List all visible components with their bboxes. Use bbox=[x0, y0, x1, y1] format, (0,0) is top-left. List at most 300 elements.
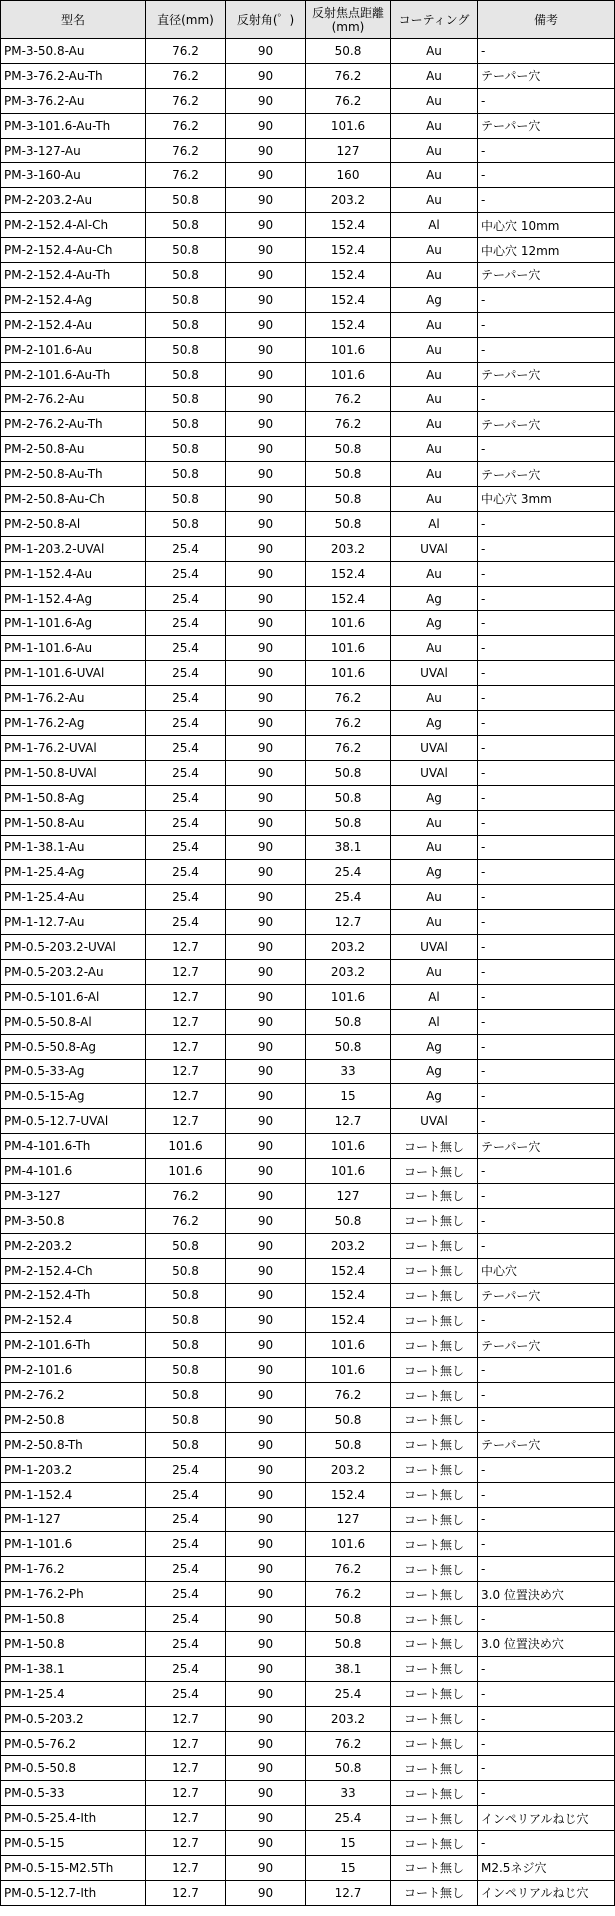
model-cell: PM-0.5-50.8-Ag bbox=[1, 1034, 146, 1059]
coating-cell: Ag bbox=[391, 1084, 478, 1109]
table-row bbox=[1, 1457, 615, 1482]
focal-length-cell: 50.8 bbox=[306, 1034, 391, 1059]
diameter-cell: 25.4 bbox=[146, 711, 226, 736]
coating-cell: UVAl bbox=[391, 735, 478, 760]
note-cell: インペリアルねじ穴 bbox=[478, 1806, 615, 1831]
note-cell: - bbox=[478, 1532, 615, 1557]
model-cell: PM-2-50.8-Th bbox=[1, 1432, 146, 1457]
note-cell: - bbox=[478, 1482, 615, 1507]
table-row bbox=[1, 337, 615, 362]
table-row bbox=[1, 661, 615, 686]
model-cell: PM-3-50.8-Au bbox=[1, 39, 146, 64]
focal-length-cell: 203.2 bbox=[306, 536, 391, 561]
note-cell: - bbox=[478, 1159, 615, 1184]
note-cell: - bbox=[478, 1084, 615, 1109]
focal-length-cell: 203.2 bbox=[306, 1233, 391, 1258]
angle-cell: 90 bbox=[226, 188, 306, 213]
focal-length-cell: 152.4 bbox=[306, 312, 391, 337]
coating-cell: Ag bbox=[391, 860, 478, 885]
angle-cell: 90 bbox=[226, 810, 306, 835]
model-cell: PM-2-50.8-Au-Th bbox=[1, 462, 146, 487]
angle-cell: 90 bbox=[226, 959, 306, 984]
coating-cell: UVAl bbox=[391, 661, 478, 686]
coating-cell: Au bbox=[391, 462, 478, 487]
diameter-cell: 25.4 bbox=[146, 735, 226, 760]
coating-cell: コート無し bbox=[391, 1632, 478, 1657]
model-cell: PM-4-101.6-Th bbox=[1, 1134, 146, 1159]
model-cell: PM-2-152.4-Au-Th bbox=[1, 263, 146, 288]
model-cell: PM-2-101.6-Th bbox=[1, 1333, 146, 1358]
model-cell: PM-1-50.8-Au bbox=[1, 810, 146, 835]
note-cell: - bbox=[478, 686, 615, 711]
angle-cell: 90 bbox=[226, 1183, 306, 1208]
note-cell: - bbox=[478, 1059, 615, 1084]
focal-length-cell: 152.4 bbox=[306, 263, 391, 288]
coating-cell: コート無し bbox=[391, 1806, 478, 1831]
diameter-cell: 25.4 bbox=[146, 835, 226, 860]
model-cell: PM-1-152.4-Ag bbox=[1, 586, 146, 611]
diameter-cell: 25.4 bbox=[146, 536, 226, 561]
angle-cell: 90 bbox=[226, 711, 306, 736]
model-cell: PM-2-152.4-Th bbox=[1, 1283, 146, 1308]
model-cell: PM-1-152.4 bbox=[1, 1482, 146, 1507]
focal-length-cell: 15 bbox=[306, 1084, 391, 1109]
coating-cell: コート無し bbox=[391, 1856, 478, 1881]
model-cell: PM-0.5-203.2-Au bbox=[1, 959, 146, 984]
model-cell: PM-0.5-15 bbox=[1, 1831, 146, 1856]
focal-length-cell: 50.8 bbox=[306, 760, 391, 785]
header-row bbox=[1, 1, 615, 39]
angle-cell: 90 bbox=[226, 661, 306, 686]
angle-cell: 90 bbox=[226, 611, 306, 636]
focal-length-cell: 203.2 bbox=[306, 1457, 391, 1482]
angle-cell: 90 bbox=[226, 1582, 306, 1607]
model-cell: PM-0.5-50.8 bbox=[1, 1756, 146, 1781]
note-cell: - bbox=[478, 312, 615, 337]
note-cell: - bbox=[478, 711, 615, 736]
note-cell: - bbox=[478, 860, 615, 885]
diameter-cell: 25.4 bbox=[146, 910, 226, 935]
diameter-cell: 50.8 bbox=[146, 1432, 226, 1457]
angle-cell: 90 bbox=[226, 39, 306, 64]
table-row bbox=[1, 1258, 615, 1283]
table-row bbox=[1, 88, 615, 113]
focal-length-cell: 12.7 bbox=[306, 1109, 391, 1134]
note-cell: テーパー穴 bbox=[478, 1333, 615, 1358]
focal-length-cell: 50.8 bbox=[306, 1607, 391, 1632]
diameter-cell: 25.4 bbox=[146, 686, 226, 711]
note-cell: テーパー穴 bbox=[478, 1134, 615, 1159]
focal-length-cell: 50.8 bbox=[306, 39, 391, 64]
model-cell: PM-4-101.6 bbox=[1, 1159, 146, 1184]
model-cell: PM-0.5-203.2-UVAl bbox=[1, 935, 146, 960]
model-cell: PM-2-50.8-Au bbox=[1, 437, 146, 462]
coating-cell: Au bbox=[391, 113, 478, 138]
coating-cell: Ag bbox=[391, 1034, 478, 1059]
diameter-cell: 76.2 bbox=[146, 1183, 226, 1208]
angle-cell: 90 bbox=[226, 860, 306, 885]
focal-length-cell: 50.8 bbox=[306, 810, 391, 835]
diameter-cell: 25.4 bbox=[146, 1457, 226, 1482]
note-cell: - bbox=[478, 910, 615, 935]
model-cell: PM-1-38.1 bbox=[1, 1656, 146, 1681]
header-diameter: 直径(mm) bbox=[146, 1, 226, 39]
coating-cell: Au bbox=[391, 810, 478, 835]
table-row bbox=[1, 1482, 615, 1507]
focal-length-cell: 101.6 bbox=[306, 661, 391, 686]
note-cell: - bbox=[478, 1009, 615, 1034]
model-cell: PM-2-152.4-Ag bbox=[1, 287, 146, 312]
table-row bbox=[1, 1656, 615, 1681]
focal-length-cell: 101.6 bbox=[306, 1358, 391, 1383]
focal-length-cell: 160 bbox=[306, 163, 391, 188]
coating-cell: コート無し bbox=[391, 1333, 478, 1358]
model-cell: PM-1-76.2-UVAl bbox=[1, 735, 146, 760]
coating-cell: Au bbox=[391, 487, 478, 512]
model-cell: PM-1-25.4 bbox=[1, 1681, 146, 1706]
diameter-cell: 50.8 bbox=[146, 238, 226, 263]
diameter-cell: 76.2 bbox=[146, 113, 226, 138]
diameter-cell: 25.4 bbox=[146, 1607, 226, 1632]
angle-cell: 90 bbox=[226, 1806, 306, 1831]
focal-length-cell: 15 bbox=[306, 1856, 391, 1881]
coating-cell: コート無し bbox=[391, 1457, 478, 1482]
table-row bbox=[1, 362, 615, 387]
coating-cell: Ag bbox=[391, 1059, 478, 1084]
diameter-cell: 12.7 bbox=[146, 1034, 226, 1059]
focal-length-cell: 50.8 bbox=[306, 511, 391, 536]
angle-cell: 90 bbox=[226, 1283, 306, 1308]
angle-cell: 90 bbox=[226, 1009, 306, 1034]
table-row bbox=[1, 1706, 615, 1731]
diameter-cell: 50.8 bbox=[146, 362, 226, 387]
coating-cell: Au bbox=[391, 312, 478, 337]
diameter-cell: 50.8 bbox=[146, 1233, 226, 1258]
diameter-cell: 50.8 bbox=[146, 437, 226, 462]
coating-cell: Au bbox=[391, 835, 478, 860]
note-cell: - bbox=[478, 1756, 615, 1781]
model-cell: PM-0.5-12.7-UVAl bbox=[1, 1109, 146, 1134]
note-cell: - bbox=[478, 88, 615, 113]
note-cell: - bbox=[478, 561, 615, 586]
table-row bbox=[1, 1183, 615, 1208]
coating-cell: UVAl bbox=[391, 1109, 478, 1134]
note-cell: テーパー穴 bbox=[478, 462, 615, 487]
angle-cell: 90 bbox=[226, 1134, 306, 1159]
angle-cell: 90 bbox=[226, 1333, 306, 1358]
angle-cell: 90 bbox=[226, 63, 306, 88]
angle-cell: 90 bbox=[226, 1308, 306, 1333]
note-cell: - bbox=[478, 1781, 615, 1806]
table-row bbox=[1, 39, 615, 64]
note-cell: テーパー穴 bbox=[478, 113, 615, 138]
model-cell: PM-1-25.4-Ag bbox=[1, 860, 146, 885]
note-cell: - bbox=[478, 611, 615, 636]
table-row bbox=[1, 113, 615, 138]
diameter-cell: 50.8 bbox=[146, 1283, 226, 1308]
note-cell: テーパー穴 bbox=[478, 63, 615, 88]
header-coating: コーティング bbox=[391, 1, 478, 39]
table-row bbox=[1, 163, 615, 188]
note-cell: - bbox=[478, 636, 615, 661]
diameter-cell: 25.4 bbox=[146, 1632, 226, 1657]
note-cell: - bbox=[478, 287, 615, 312]
angle-cell: 90 bbox=[226, 1632, 306, 1657]
angle-cell: 90 bbox=[226, 1656, 306, 1681]
note-cell: - bbox=[478, 1208, 615, 1233]
angle-cell: 90 bbox=[226, 1034, 306, 1059]
focal-length-cell: 50.8 bbox=[306, 785, 391, 810]
table-row bbox=[1, 735, 615, 760]
diameter-cell: 50.8 bbox=[146, 213, 226, 238]
note-cell: - bbox=[478, 959, 615, 984]
note-cell: - bbox=[478, 1457, 615, 1482]
diameter-cell: 12.7 bbox=[146, 1806, 226, 1831]
diameter-cell: 12.7 bbox=[146, 1059, 226, 1084]
diameter-cell: 50.8 bbox=[146, 188, 226, 213]
table-row bbox=[1, 611, 615, 636]
note-cell: - bbox=[478, 885, 615, 910]
diameter-cell: 25.4 bbox=[146, 860, 226, 885]
diameter-cell: 12.7 bbox=[146, 1856, 226, 1881]
table-row bbox=[1, 1159, 615, 1184]
diameter-cell: 50.8 bbox=[146, 511, 226, 536]
model-cell: PM-3-50.8 bbox=[1, 1208, 146, 1233]
coating-cell: Au bbox=[391, 263, 478, 288]
table-row bbox=[1, 1582, 615, 1607]
note-cell: - bbox=[478, 1656, 615, 1681]
angle-cell: 90 bbox=[226, 760, 306, 785]
angle-cell: 90 bbox=[226, 312, 306, 337]
model-cell: PM-1-76.2 bbox=[1, 1557, 146, 1582]
coating-cell: Au bbox=[391, 63, 478, 88]
model-cell: PM-0.5-12.7-Ith bbox=[1, 1880, 146, 1905]
angle-cell: 90 bbox=[226, 337, 306, 362]
note-cell: - bbox=[478, 1233, 615, 1258]
diameter-cell: 25.4 bbox=[146, 885, 226, 910]
note-cell: テーパー穴 bbox=[478, 1283, 615, 1308]
model-cell: PM-3-76.2-Au bbox=[1, 88, 146, 113]
coating-cell: Au bbox=[391, 387, 478, 412]
coating-cell: Au bbox=[391, 39, 478, 64]
coating-cell: Au bbox=[391, 437, 478, 462]
angle-cell: 90 bbox=[226, 1109, 306, 1134]
model-cell: PM-1-76.2-Ph bbox=[1, 1582, 146, 1607]
table-row bbox=[1, 686, 615, 711]
focal-length-cell: 50.8 bbox=[306, 1632, 391, 1657]
coating-cell: Al bbox=[391, 511, 478, 536]
table-row bbox=[1, 711, 615, 736]
note-cell: - bbox=[478, 536, 615, 561]
diameter-cell: 25.4 bbox=[146, 561, 226, 586]
model-cell: PM-0.5-15-Ag bbox=[1, 1084, 146, 1109]
diameter-cell: 50.8 bbox=[146, 1407, 226, 1432]
focal-length-cell: 33 bbox=[306, 1781, 391, 1806]
focal-length-cell: 101.6 bbox=[306, 984, 391, 1009]
model-cell: PM-0.5-15-M2.5Th bbox=[1, 1856, 146, 1881]
table-row bbox=[1, 1383, 615, 1408]
focal-length-cell: 76.2 bbox=[306, 88, 391, 113]
coating-cell: コート無し bbox=[391, 1507, 478, 1532]
note-cell: - bbox=[478, 1034, 615, 1059]
focal-length-cell: 101.6 bbox=[306, 337, 391, 362]
coating-cell: コート無し bbox=[391, 1681, 478, 1706]
diameter-cell: 12.7 bbox=[146, 959, 226, 984]
diameter-cell: 50.8 bbox=[146, 462, 226, 487]
diameter-cell: 50.8 bbox=[146, 1308, 226, 1333]
diameter-cell: 101.6 bbox=[146, 1134, 226, 1159]
model-cell: PM-3-76.2-Au-Th bbox=[1, 63, 146, 88]
model-cell: PM-1-25.4-Au bbox=[1, 885, 146, 910]
model-cell: PM-1-101.6-UVAl bbox=[1, 661, 146, 686]
model-cell: PM-2-203.2-Au bbox=[1, 188, 146, 213]
note-cell: - bbox=[478, 1557, 615, 1582]
diameter-cell: 50.8 bbox=[146, 287, 226, 312]
table-row bbox=[1, 586, 615, 611]
model-cell: PM-2-76.2 bbox=[1, 1383, 146, 1408]
model-cell: PM-1-203.2-UVAl bbox=[1, 536, 146, 561]
model-cell: PM-0.5-203.2 bbox=[1, 1706, 146, 1731]
focal-length-cell: 50.8 bbox=[306, 1756, 391, 1781]
angle-cell: 90 bbox=[226, 984, 306, 1009]
note-cell: - bbox=[478, 1358, 615, 1383]
coating-cell: Au bbox=[391, 138, 478, 163]
note-cell: - bbox=[478, 337, 615, 362]
note-cell: 中心穴 10mm bbox=[478, 213, 615, 238]
focal-length-cell: 15 bbox=[306, 1831, 391, 1856]
angle-cell: 90 bbox=[226, 586, 306, 611]
table-row bbox=[1, 1856, 615, 1881]
model-cell: PM-1-50.8 bbox=[1, 1607, 146, 1632]
coating-cell: Au bbox=[391, 561, 478, 586]
model-cell: PM-1-12.7-Au bbox=[1, 910, 146, 935]
table-row bbox=[1, 1233, 615, 1258]
diameter-cell: 50.8 bbox=[146, 1358, 226, 1383]
focal-length-cell: 38.1 bbox=[306, 835, 391, 860]
table-row bbox=[1, 1283, 615, 1308]
focal-length-cell: 127 bbox=[306, 138, 391, 163]
note-cell: - bbox=[478, 1681, 615, 1706]
angle-cell: 90 bbox=[226, 1482, 306, 1507]
focal-length-cell: 152.4 bbox=[306, 287, 391, 312]
note-cell: - bbox=[478, 188, 615, 213]
model-cell: PM-1-50.8-UVAl bbox=[1, 760, 146, 785]
diameter-cell: 25.4 bbox=[146, 1507, 226, 1532]
focal-length-cell: 152.4 bbox=[306, 1308, 391, 1333]
diameter-cell: 25.4 bbox=[146, 1681, 226, 1706]
angle-cell: 90 bbox=[226, 1856, 306, 1881]
table-row bbox=[1, 760, 615, 785]
table-row bbox=[1, 1432, 615, 1457]
angle-cell: 90 bbox=[226, 1831, 306, 1856]
diameter-cell: 50.8 bbox=[146, 337, 226, 362]
model-cell: PM-1-76.2-Au bbox=[1, 686, 146, 711]
note-cell: 3.0 位置決め穴 bbox=[478, 1582, 615, 1607]
coating-cell: Ag bbox=[391, 611, 478, 636]
focal-length-cell: 25.4 bbox=[306, 1681, 391, 1706]
note-cell: - bbox=[478, 586, 615, 611]
note-cell: - bbox=[478, 1183, 615, 1208]
diameter-cell: 25.4 bbox=[146, 586, 226, 611]
table-row bbox=[1, 1681, 615, 1706]
coating-cell: コート無し bbox=[391, 1134, 478, 1159]
note-cell: 中心穴 12mm bbox=[478, 238, 615, 263]
diameter-cell: 25.4 bbox=[146, 810, 226, 835]
coating-cell: コート無し bbox=[391, 1557, 478, 1582]
focal-length-cell: 203.2 bbox=[306, 1706, 391, 1731]
table-row bbox=[1, 138, 615, 163]
model-cell: PM-2-152.4-Au bbox=[1, 312, 146, 337]
focal-length-cell: 203.2 bbox=[306, 188, 391, 213]
focal-length-cell: 152.4 bbox=[306, 1482, 391, 1507]
table-row bbox=[1, 810, 615, 835]
focal-length-cell: 101.6 bbox=[306, 611, 391, 636]
focal-length-cell: 152.4 bbox=[306, 1283, 391, 1308]
coating-cell: コート無し bbox=[391, 1781, 478, 1806]
table-row bbox=[1, 561, 615, 586]
diameter-cell: 76.2 bbox=[146, 163, 226, 188]
angle-cell: 90 bbox=[226, 536, 306, 561]
table-row bbox=[1, 63, 615, 88]
table-row bbox=[1, 959, 615, 984]
diameter-cell: 76.2 bbox=[146, 63, 226, 88]
table-row bbox=[1, 785, 615, 810]
diameter-cell: 50.8 bbox=[146, 1333, 226, 1358]
angle-cell: 90 bbox=[226, 213, 306, 238]
model-cell: PM-3-101.6-Au-Th bbox=[1, 113, 146, 138]
model-cell: PM-0.5-50.8-Al bbox=[1, 1009, 146, 1034]
angle-cell: 90 bbox=[226, 785, 306, 810]
focal-length-cell: 50.8 bbox=[306, 462, 391, 487]
note-cell: - bbox=[478, 1109, 615, 1134]
focal-length-cell: 76.2 bbox=[306, 1582, 391, 1607]
table-row bbox=[1, 1109, 615, 1134]
diameter-cell: 50.8 bbox=[146, 1258, 226, 1283]
coating-cell: コート無し bbox=[391, 1358, 478, 1383]
angle-cell: 90 bbox=[226, 487, 306, 512]
focal-length-cell: 50.8 bbox=[306, 437, 391, 462]
table-row bbox=[1, 238, 615, 263]
angle-cell: 90 bbox=[226, 163, 306, 188]
model-cell: PM-2-76.2-Au bbox=[1, 387, 146, 412]
coating-cell: コート無し bbox=[391, 1880, 478, 1905]
note-cell: M2.5ネジ穴 bbox=[478, 1856, 615, 1881]
table-row bbox=[1, 536, 615, 561]
angle-cell: 90 bbox=[226, 1731, 306, 1756]
coating-cell: Au bbox=[391, 910, 478, 935]
note-cell: - bbox=[478, 835, 615, 860]
table-row bbox=[1, 636, 615, 661]
coating-cell: コート無し bbox=[391, 1308, 478, 1333]
model-cell: PM-0.5-101.6-Al bbox=[1, 984, 146, 1009]
note-cell: - bbox=[478, 810, 615, 835]
focal-length-cell: 203.2 bbox=[306, 935, 391, 960]
focal-length-cell: 50.8 bbox=[306, 1407, 391, 1432]
angle-cell: 90 bbox=[226, 1059, 306, 1084]
coating-cell: コート無し bbox=[391, 1831, 478, 1856]
coating-cell: コート無し bbox=[391, 1482, 478, 1507]
coating-cell: Au bbox=[391, 188, 478, 213]
table-row bbox=[1, 412, 615, 437]
table-row bbox=[1, 487, 615, 512]
note-cell: - bbox=[478, 387, 615, 412]
table-row bbox=[1, 1059, 615, 1084]
angle-cell: 90 bbox=[226, 511, 306, 536]
coating-cell: Al bbox=[391, 984, 478, 1009]
table-row bbox=[1, 437, 615, 462]
diameter-cell: 12.7 bbox=[146, 1084, 226, 1109]
diameter-cell: 50.8 bbox=[146, 412, 226, 437]
